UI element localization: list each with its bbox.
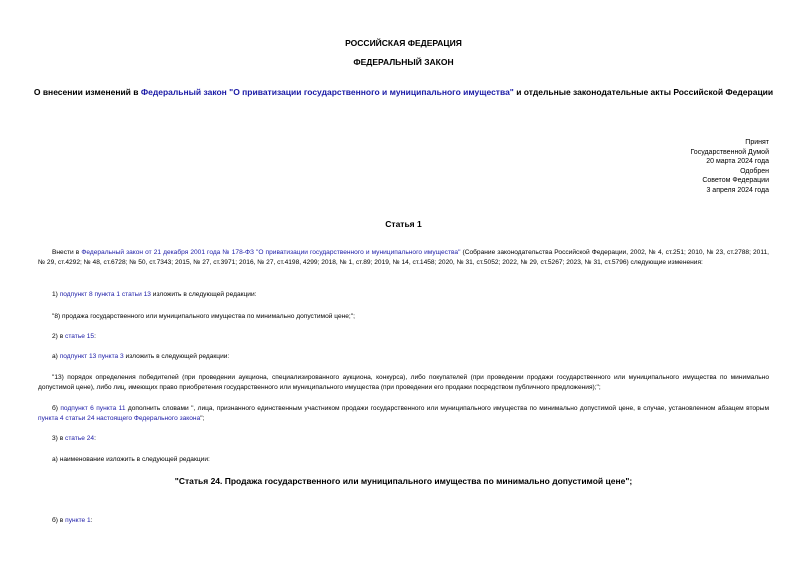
item-1 xyxy=(38,290,769,300)
item-3b xyxy=(38,516,769,526)
item-2b-link-2[interactable]: пункта 4 статьи 24 настоящего Федерального закона xyxy=(38,414,201,422)
item-2-prefix: 2) в xyxy=(52,333,66,340)
adoption-line: 3 апреля 2024 года xyxy=(706,186,769,194)
item-3b-link[interactable]: пункте 1 xyxy=(65,517,91,524)
item-3b-prefix: б) в xyxy=(52,517,66,524)
intro-paragraph xyxy=(38,248,769,267)
item-2b-middle: дополнить словами ", лица, признанного единственным участником продажи государственного или муниципального имущества по минимально допустимой цене, в случае, установленном абзацем вторым xyxy=(125,405,769,412)
item-2b-suffix: "; xyxy=(200,414,205,422)
item-3-prefix: 3) в xyxy=(52,435,66,442)
law-title xyxy=(30,86,777,98)
item-2-suffix: : xyxy=(94,333,96,340)
item-3b-suffix: : xyxy=(90,517,93,524)
item-2a-prefix: а) xyxy=(52,353,60,360)
item-3-link[interactable]: статье 24 xyxy=(65,435,95,442)
item-1-prefix: 1) xyxy=(52,291,60,298)
law-title-suffix: и отдельные законодательные акты Российской Федерации xyxy=(513,87,774,97)
item-2b-link-1[interactable]: подпункт 6 пункта 11 xyxy=(60,405,126,412)
item-1-text: "8) продажа государственного или муниципального имущества по минимально допустимой цене;"; xyxy=(52,313,355,320)
item-2a-link[interactable]: подпункт 13 пункта 3 xyxy=(59,353,124,360)
adoption-line: Государственной Думой xyxy=(690,148,769,156)
item-3 xyxy=(38,434,769,444)
adoption-line: 20 марта 2024 года xyxy=(706,158,769,166)
item-2-link[interactable]: статье 15 xyxy=(65,333,95,340)
item-2 xyxy=(38,332,769,342)
intro-suffix: (Собрание законодательства Российской Федерации, 2002, № 4, ст.251; 2010, № 23, ст.2788; 2011, № 29, ст.4292; № 48, ст.6728; № 50, ст.7343; 2015, № 27, ст.3971; 2016, № 27, ст.4198, 4299; 2018, № 1, ст.89; 2019, № 14, ст.1458; 2020, № 31, ст.5052; 2022, № 29, ст.5267; 2023, № 31, ст.5796) следующие изменения: xyxy=(38,249,770,266)
law-title-link[interactable]: Федеральный закон "О приватизации государственного и муниципального имущества" xyxy=(140,87,514,97)
adoption-line: Одобрен xyxy=(740,167,769,175)
item-3-suffix: : xyxy=(94,435,96,442)
item-2a-text: "13) порядок определения победителей (при проведении аукциона, специализированного аукциона, конкурса), либо покупателей (при проведении продажи государственного или муниципального имущества по минимально допустимой цене), либо лиц, имеющих право приобретения государственного или муниципального имущества (при проведении его продажи посредством публичного предложения);"; xyxy=(38,374,769,391)
intro-prefix: Внести в xyxy=(52,249,82,256)
article-heading: Статья 1 xyxy=(385,219,422,229)
intro-law-link[interactable]: Федеральный закон от 21 декабря 2001 года № 178-ФЗ "О приватизации государственного и муниципального имущества" xyxy=(81,249,461,256)
item-3a: а) наименование изложить в следующей редакции: xyxy=(52,456,210,463)
adoption-line: Принят xyxy=(745,139,769,146)
item-2b xyxy=(38,404,769,423)
article-24-title: "Статья 24. Продажа государственного или муниципального имущества по минимально допустимой цене"; xyxy=(174,476,633,486)
item-2b-prefix: б) xyxy=(52,405,61,412)
item-1-suffix: изложить в следующей редакции: xyxy=(150,291,257,298)
law-type-heading: ФЕДЕРАЛЬНЫЙ ЗАКОН xyxy=(353,57,454,67)
item-1-link[interactable]: подпункт 8 пункта 1 статьи 13 xyxy=(59,291,151,298)
adoption-line: Советом Федерации xyxy=(702,177,769,185)
law-title-prefix: О внесении изменений в xyxy=(33,87,141,97)
item-2a xyxy=(38,352,769,362)
country-heading: РОССИЙСКАЯ ФЕДЕРАЦИЯ xyxy=(345,38,462,48)
item-2a-suffix: изложить в следующей редакции: xyxy=(123,353,230,360)
adoption-block xyxy=(690,138,769,196)
